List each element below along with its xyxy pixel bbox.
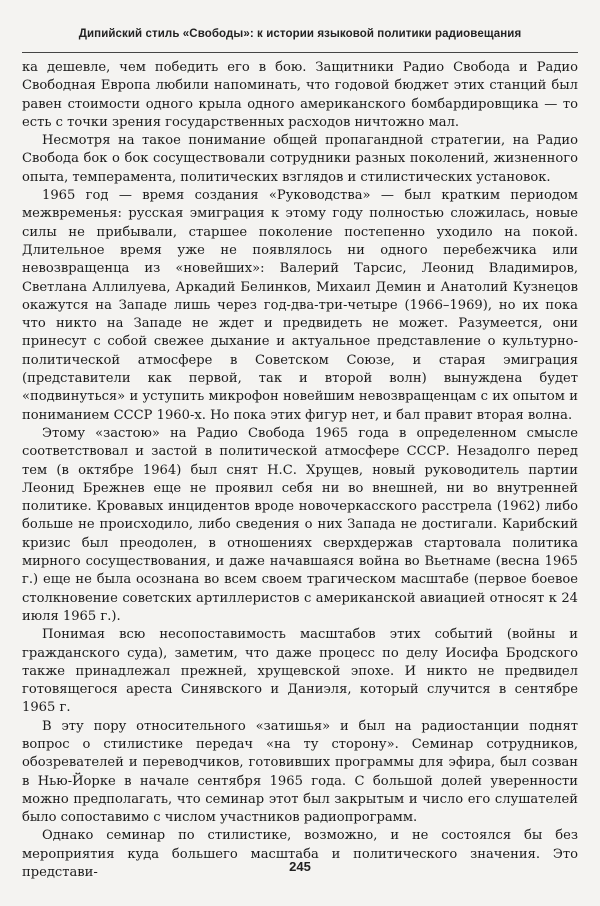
paragraph: Понимая всю несопоставимость масштабов этих событий (войны и гражданского суда), заметим, что даже процесс по делу Иосифа Бродского также принадлежал прежней, хрущевской эпохе. И никто не предвидел готовящегося ареста Синявского и Даниэля, который случится в сентябре 1965 г. xyxy=(22,627,578,716)
paragraph: 1965 год — время создания «Руководства» — был кратким периодом межвременья: русская эмиграция к этому году полностью сложилась, новые силы не прибывали, старшее поколение постепенно уходило на покой. Длительное время уже не появлялось ни одного перебежчика или невозвращенца из «новейших»: Валерий Тарсис, Леонид Владимиров, Светлана Аллилуева, Аркадий Белинков, Михаил Демин и Анатолий Кузнецов окажутся на Западе лишь через год-два-три-четыре (1966–1969), но их пока что никто на Западе не ждет и предвидеть не может. Разумеется, они принесут с собой свежее дыхание и актуальное представление о культурно-политической атмосфере в Советском Союзе, и старая эмиграция (представители как первой, так и второй волн) вынуждена будет «подвинуться» и уступить микрофон новейшим невозвращенцам с их опытом и пониманием СССР 1960-х. Но пока этих фигур нет, и бал правит вторая волна. xyxy=(22,188,578,423)
page-number: 245 xyxy=(289,859,311,874)
page-body xyxy=(22,59,578,882)
header-divider xyxy=(22,52,578,53)
running-header: Дипийский стиль «Свободы»: к истории языковой политики радиовещания xyxy=(78,28,522,40)
paragraph: Однако семинар по стилистике, возможно, и не состоялся бы без мероприятия куда большего масштаба и политического значения. Это представи- xyxy=(22,828,578,881)
paragraph: Этому «застою» на Радио Свобода 1965 года в определенном смысле соответствовал и застой в политической атмосфере СССР. Незадолго перед тем (в октябре 1964) был снят Н.С. Хрущев, новый руководитель партии Леонид Брежнев еще не проявил себя ни во внешней, ни во внутренней политике. Кровавых инцидентов вроде новочеркасского расстрела (1962) либо больше не происходило, либо сведения о них Запада не достигали. Карибский кризис был преодолен, в отношениях сверхдержав стартовала политика мирного сосуществования, и даже начавшаяся война во Вьетнаме (весна 1965 г.) еще не была осознана во всем своем трагическом масштабе (первое боевое столкновение советских артиллеристов с американской авиацией относят к 24 июля 1965 г.). xyxy=(22,425,578,624)
paragraph: ка дешевле, чем победить его в бою. Защитники Радио Свобода и Радио Свободная Европа любили напоминать, что годовой бюджет этих станций был равен стоимости одного крыла одного американского бомбардировщика — то есть с точки зрения государственных расходов ничтожно мал. xyxy=(22,60,578,130)
paragraph: В эту пору относительного «затишья» и был на радиостанции поднят вопрос о стилистике передач «на ту сторону». Семинар сотрудников, обозревателей и переводчиков, готовивших программы для эфира, был созван в Нью-Йорке в начале сентября 1965 года. С большой долей уверенности можно предполагать, что семинар этот был закрытым и число его слушателей было сопоставимо с числом участников радиопрограмм. xyxy=(22,718,578,826)
paragraph: Несмотря на такое понимание общей пропагандной стратегии, на Радио Свобода бок о бок сосуществовали сотрудники разных поколений, жизненного опыта, темперамента, политических взглядов и стилистических установок. xyxy=(22,133,578,185)
